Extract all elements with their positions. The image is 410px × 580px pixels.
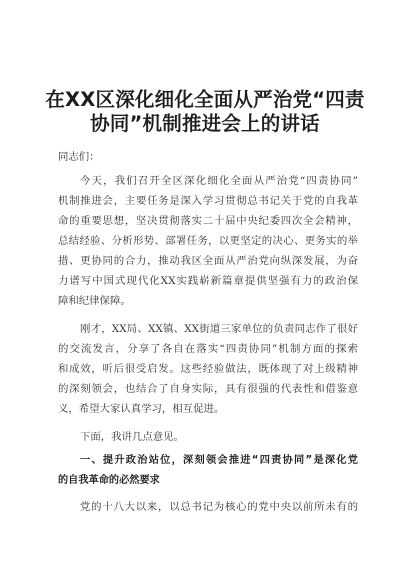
paragraph-2-line-3: 和成效，听后很受启发。这些经验做法，既体现了对上级精神 (58, 363, 358, 375)
paragraph-2-line-5: 义，希望大家认真学习，相互促进。 (58, 403, 225, 415)
paragraph-1-line-2: 机制推进会，主要任务是深入学习贯彻总书记关于党的自我革 (58, 195, 358, 207)
paragraph-2-line-2: 的交流发言，分享了各自在落实“四责协同”机制方面的探索 (58, 343, 358, 355)
section-heading-line-2: 的自我革命的必然要求 (58, 475, 160, 486)
paragraph-1-line-5: 措、更协同的合力，推动我区全面从严治党向纵深发展，为奋 (58, 255, 358, 267)
document-title-line-1: 在XX区深化细化全面从严治党“四责 (45, 88, 365, 111)
paragraph-1-line-3: 命的重要思想，坚决贯彻落实二十届中央纪委四次全会精神， (58, 215, 358, 227)
paragraph-2-line-1: 刚才，XX局、XX镇、XX街道三家单位的负责同志作了很好 (80, 323, 358, 335)
paragraph-3-line-1: 下面，我讲几点意见。 (80, 431, 184, 443)
paragraph-2-line-4: 的深刻领会，也结合了自身实际，具有很强的代表性和借鉴意 (58, 383, 358, 395)
paragraph-1-line-7: 障和纪律保障。 (58, 295, 131, 307)
section-heading-line-1: 一、提升政治站位，深刻领会推进“四责协同”是深化党 (80, 455, 358, 466)
paragraph-1-line-6: 力谱写中国式现代化XX实践崭新篇章提供坚强有力的政治保 (58, 275, 358, 287)
salutation: 同志们： (58, 151, 100, 163)
document-title-line-2: 协同”机制推进会上的讲话 (90, 112, 320, 135)
closing-paragraph-line-1: 党的十八大以来，以总书记为核心的党中央以前所未有的 (80, 501, 358, 513)
paragraph-1-line-1: 今天，我们召开全区深化细化全面从严治党“四责协同” (80, 175, 358, 187)
paragraph-1-line-4: 总结经验、分析形势、部署任务，以更坚定的决心、更务实的举 (58, 235, 358, 247)
